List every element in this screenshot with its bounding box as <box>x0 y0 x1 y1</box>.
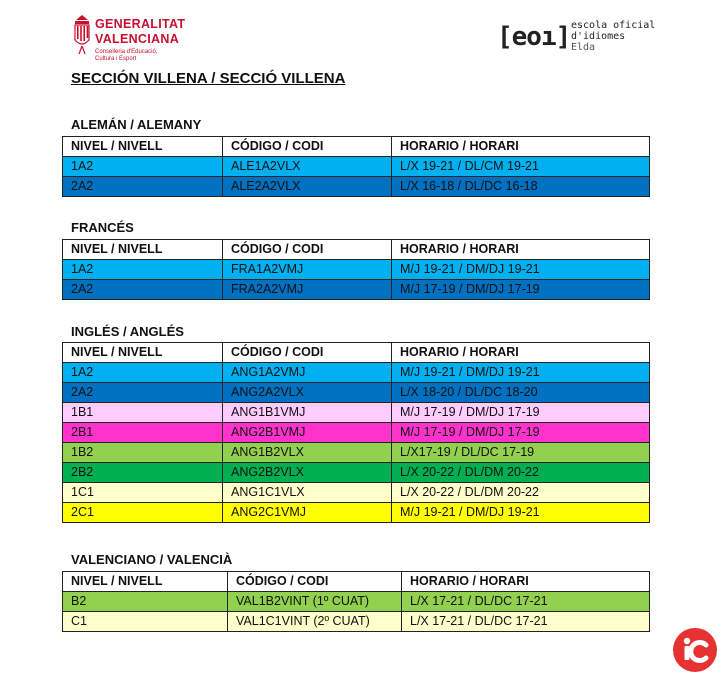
table-row <box>63 483 650 503</box>
cell-horario: L/X 19-21 / DL/CM 19-21 <box>392 157 650 177</box>
cell-codigo: ANG2A2VLX <box>223 383 392 403</box>
header-nivel: NIVEL / NIVELL <box>63 572 228 592</box>
table-header-row <box>63 572 650 592</box>
table-row <box>63 503 650 523</box>
cell-horario: L/X 17-21 / DL/DC 17-21 <box>402 592 650 612</box>
header-codigo: CÓDIGO / CODI <box>223 240 392 260</box>
gva-name-line2: VALENCIANA <box>95 32 180 46</box>
cell-horario: L/X 20-22 / DL/DM 20-22 <box>392 463 650 483</box>
table-row <box>63 280 650 300</box>
eoi-name-line1: escola oficial <box>571 20 656 31</box>
table-row <box>63 383 650 403</box>
eoi-mark: [eoı] <box>497 22 571 52</box>
table-header-row <box>63 137 650 157</box>
generalitat-emblem-icon <box>72 14 92 58</box>
schedule-table-ingles <box>62 342 650 523</box>
cell-codigo: ANG1B1VMJ <box>223 403 392 423</box>
table-row <box>63 463 650 483</box>
table-row <box>63 612 650 632</box>
cell-horario: M/J 19-21 / DM/DJ 19-21 <box>392 503 650 523</box>
cell-horario: L/X 16-18 / DL/DC 16-18 <box>392 177 650 197</box>
page-title: SECCIÓN VILLENA / SECCIÓ VILLENA <box>71 70 346 87</box>
gva-subtitle-line2: Cultura i Esport <box>95 56 137 62</box>
schedule-table-aleman <box>62 136 650 197</box>
cell-codigo: ANG1C1VLX <box>223 483 392 503</box>
table-row <box>63 260 650 280</box>
table-row <box>63 423 650 443</box>
cell-horario: M/J 17-19 / DM/DJ 17-19 <box>392 280 650 300</box>
section-title-aleman: ALEMÁN / ALEMANY <box>71 117 202 132</box>
cell-nivel: 1B2 <box>63 443 223 463</box>
cell-horario: M/J 19-21 / DM/DJ 19-21 <box>392 363 650 383</box>
cell-horario: L/X 18-20 / DL/DC 18-20 <box>392 383 650 403</box>
cell-horario: L/X 17-21 / DL/DC 17-21 <box>402 612 650 632</box>
schedule-table-valenciano <box>62 571 650 632</box>
header-horario: HORARIO / HORARI <box>392 343 650 363</box>
section-title-ingles: INGLÉS / ANGLÉS <box>71 324 184 339</box>
cell-codigo: ALE1A2VLX <box>223 157 392 177</box>
header-horario: HORARIO / HORARI <box>392 137 650 157</box>
gva-name-line1: GENERALITAT <box>95 17 186 31</box>
table-row <box>63 157 650 177</box>
table-row <box>63 177 650 197</box>
header-codigo: CÓDIGO / CODI <box>223 137 392 157</box>
table-header-row <box>63 240 650 260</box>
cell-codigo: FRA2A2VMJ <box>223 280 392 300</box>
cell-horario: M/J 17-19 / DM/DJ 17-19 <box>392 423 650 443</box>
cell-nivel: 2C1 <box>63 503 223 523</box>
gva-subtitle-line1: Conselleria d'Educació, <box>95 49 158 55</box>
cell-codigo: VAL1C1VINT (2º CUAT) <box>228 612 402 632</box>
cell-codigo: ANG2C1VMJ <box>223 503 392 523</box>
generalitat-logo <box>72 14 212 68</box>
cell-horario: M/J 17-19 / DM/DJ 17-19 <box>392 403 650 423</box>
cell-nivel: B2 <box>63 592 228 612</box>
table-header-row <box>63 343 650 363</box>
cell-codigo: ANG1A2VMJ <box>223 363 392 383</box>
eoi-name-line3: Elda <box>571 42 596 53</box>
cell-codigo: ALE2A2VLX <box>223 177 392 197</box>
eoi-name-line2: d'idiomes <box>571 31 626 42</box>
header-codigo: CÓDIGO / CODI <box>228 572 402 592</box>
table-row <box>63 363 650 383</box>
header-nivel: NIVEL / NIVELL <box>63 240 223 260</box>
cell-horario: M/J 19-21 / DM/DJ 19-21 <box>392 260 650 280</box>
table-row <box>63 403 650 423</box>
schedule-table-frances <box>62 239 650 300</box>
header-horario: HORARIO / HORARI <box>392 240 650 260</box>
cell-nivel: 1B1 <box>63 403 223 423</box>
cell-nivel: C1 <box>63 612 228 632</box>
eoi-logo <box>497 17 667 62</box>
cell-codigo: ANG2B2VLX <box>223 463 392 483</box>
cell-horario: L/X17-19 / DL/DC 17-19 <box>392 443 650 463</box>
header-nivel: NIVEL / NIVELL <box>63 137 223 157</box>
cell-nivel: 2A2 <box>63 383 223 403</box>
header-nivel: NIVEL / NIVELL <box>63 343 223 363</box>
header-codigo: CÓDIGO / CODI <box>223 343 392 363</box>
cell-codigo: VAL1B2VINT (1º CUAT) <box>228 592 402 612</box>
cell-nivel: 2A2 <box>63 177 223 197</box>
section-title-valenciano: VALENCIANO / VALENCIÀ <box>71 552 233 567</box>
cell-horario: L/X 20-22 / DL/DM 20-22 <box>392 483 650 503</box>
cell-codigo: FRA1A2VMJ <box>223 260 392 280</box>
cell-nivel: 1C1 <box>63 483 223 503</box>
section-title-frances: FRANCÉS <box>71 220 134 235</box>
cell-codigo: ANG2B1VMJ <box>223 423 392 443</box>
header-horario: HORARIO / HORARI <box>402 572 650 592</box>
cell-nivel: 2A2 <box>63 280 223 300</box>
cell-nivel: 2B2 <box>63 463 223 483</box>
cell-nivel: 2B1 <box>63 423 223 443</box>
cell-nivel: 1A2 <box>63 157 223 177</box>
table-row <box>63 592 650 612</box>
table-row <box>63 443 650 463</box>
cell-nivel: 1A2 <box>63 260 223 280</box>
brand-badge <box>673 628 717 672</box>
cell-nivel: 1A2 <box>63 363 223 383</box>
brand-badge-icon <box>673 628 717 672</box>
cell-codigo: ANG1B2VLX <box>223 443 392 463</box>
